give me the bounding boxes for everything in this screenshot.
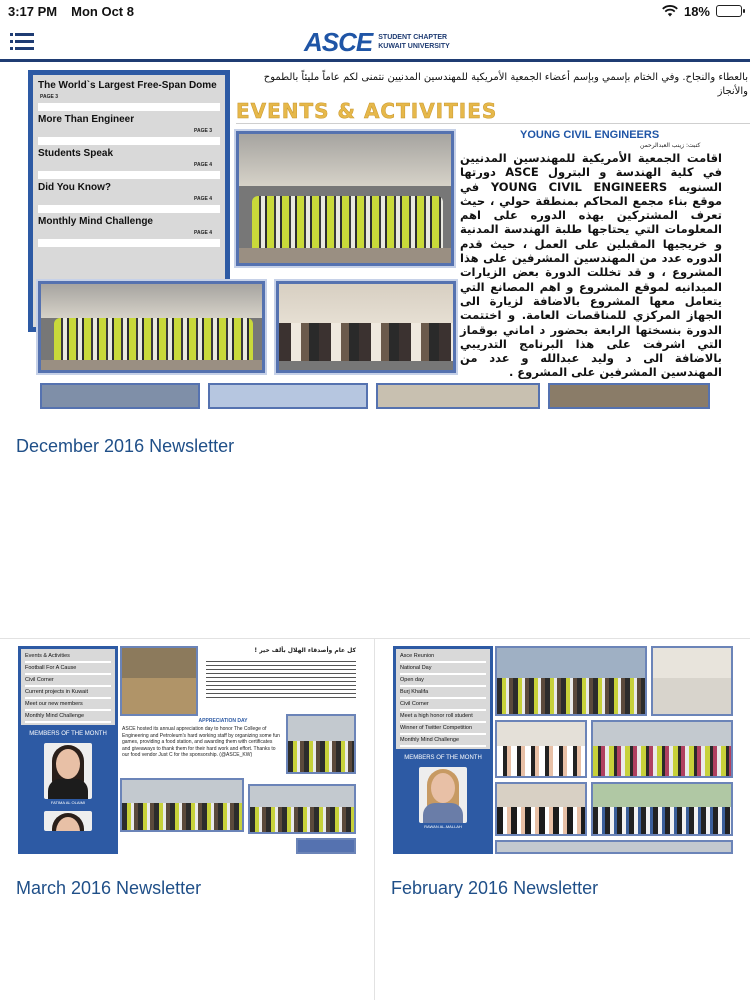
contents-row [38, 77, 220, 111]
national-day-photo [651, 646, 733, 716]
member-caption: RAWAN AL-MALLAH [424, 824, 462, 829]
contents-sidebar [18, 646, 118, 854]
logo-line-1: STUDENT CHAPTER [378, 34, 448, 41]
contents-item: Meet a high honor roll student [400, 711, 486, 723]
contents-item-title: Students Speak [38, 148, 114, 159]
contents-sidebar [393, 646, 493, 854]
member-photo [419, 767, 467, 823]
civil-corner-photo [495, 782, 587, 836]
grid-divider [374, 638, 375, 1000]
status-time: 3:17 PM [8, 3, 58, 19]
appreciation-photo [286, 714, 356, 774]
divider [236, 123, 750, 124]
feature-photo [120, 646, 198, 716]
contents-page: PAGE 4 [194, 196, 212, 202]
contents-page: PAGE 3 [194, 128, 212, 134]
open-day-photo [495, 720, 587, 778]
contents-row [38, 111, 220, 145]
wifi-icon [662, 5, 678, 17]
contents-heading: The World`s Largest Free-Span Dome [38, 80, 217, 91]
newsletter-preview-february-2016[interactable] [393, 646, 733, 854]
contents-row [38, 145, 220, 179]
photo-strip [208, 383, 368, 409]
members-heading: MEMBERS OF THE MONTH [29, 731, 107, 737]
photo-strip [40, 383, 200, 409]
member-caption: FATIMA AL OLAIMI [50, 800, 86, 805]
status-bar [0, 0, 750, 22]
battery-percent: 18% [683, 3, 710, 19]
extra-photo [495, 840, 733, 854]
article-body: اقامت الجمعية الأمريكية للمهندسين المدنيين في كلية الهندسة و البترول ASCE دورتها السنويه YOUNG CIVIL ENGINEERS في موقع بناء مجمع المحاكم بمنطقة حولي ، حيث تعرف المشتركين بهذه الدوره على اهم المعلومات التي يحتاجها طلبة الهندسة المدنية و خريجيها المقبلين على العمل ، حيث قدم الدوره عدد من المهندسين المشرفين على هذا المشروع ، و قد تخللت الدورة بعض الزيارات الميدانيه لموقع المشروع و اهم المصانع التي يتعامل معها المشروع بالاضافة لزيارة الى الجهاز المركزي للمناقصات العامة. و اختتمت الدورة بنسختها الرابعة بحضور د اماني بوقماز التي اشرفت على هذا البرنامج التدريبي بالاضافة الى د وليد عبدالله و عدد من المهندسين المشرفين على المشروع . [460, 151, 722, 380]
article-title: YOUNG CIVIL ENGINEERS [520, 129, 660, 141]
newsletter-title-december-2016[interactable]: December 2016 Newsletter [16, 436, 235, 456]
logo-subtitle [378, 33, 450, 51]
contents-item: Monthly Mind Challenge [400, 735, 486, 747]
newsletter-title-february-2016[interactable]: February 2016 Newsletter [391, 878, 599, 898]
contents-item: Monthly Mind Challenge [25, 711, 111, 723]
member-photo [44, 743, 92, 799]
hamburger-menu-icon[interactable] [10, 30, 36, 52]
logo-mark: ASCE [304, 26, 373, 57]
contents-item: Meet our new members [25, 699, 111, 711]
contents-row [38, 179, 220, 213]
staff-photo [120, 778, 244, 832]
arabic-paragraph [206, 658, 356, 698]
contents-item: Civil Corner [25, 675, 111, 687]
contents-item: Civil Corner [400, 699, 486, 711]
arabic-intro-text: بالعطاء والنجاح. وفي الختام بإسمي وبإسم أعضاء الجمعية الأمريكية للمهندسين المدنيين نتمنى لكم عاماً مليئاً بالطموح والأنجاز [263, 72, 748, 97]
contents-row [38, 213, 220, 247]
contents-item: National Day [400, 663, 486, 675]
contents-item: Football For A Cause [25, 663, 111, 675]
newsletter-title-march-2016[interactable]: March 2016 Newsletter [16, 878, 202, 898]
events-heading: EVENTS & ACTIVITIES [236, 99, 498, 123]
newsletter-preview-march-2016[interactable] [18, 646, 358, 854]
nav-bar [0, 22, 750, 62]
photo-strip [548, 383, 710, 409]
event-photo [248, 784, 356, 834]
contents-item: Events & Activities [25, 651, 111, 663]
contents-item: Current projects in Kuwait [25, 687, 111, 699]
logo-line-2: KUWAIT UNIVERSITY [378, 43, 450, 50]
contents-item-title: Did You Know? [38, 182, 111, 193]
burj-photo [591, 720, 733, 778]
battery-icon [716, 5, 742, 17]
contents-item: Open day [400, 675, 486, 687]
contents-page: PAGE 4 [194, 230, 212, 236]
contents-page: PAGE 4 [194, 162, 212, 168]
asce-logo [304, 28, 450, 56]
lecture-photo [276, 281, 456, 373]
grid-divider [0, 638, 750, 639]
reunion-photo [495, 646, 647, 716]
member-photo [44, 811, 92, 831]
appreciation-text: ASCE hosted its annual appreciation day to honor The College of Engineering and Petroleum's hard working staff by organizing some fun games, providing a food station, and awarding them with certificates and giveaways to thank them for their hard work and effort. Thanks to our food vendor Just C for the sponsorship. (@ASCE_KW) [122, 726, 280, 758]
contents-page: PAGE 3 [40, 94, 58, 100]
newsletter-preview-december-2016[interactable] [0, 65, 750, 410]
contents-item: Winner of Twitter Competition [400, 723, 486, 735]
contents-item-title: Monthly Mind Challenge [38, 216, 153, 227]
article-author: كتبت: زينب العبدالرحمن [640, 142, 701, 149]
contents-item: Burj Khalifa [400, 687, 486, 699]
honor-roll-photo [591, 782, 733, 836]
extra-photo [296, 838, 356, 854]
members-heading: MEMBERS OF THE MONTH [404, 755, 482, 761]
group-photo-site-visit [236, 131, 454, 266]
photo-strip [376, 383, 540, 409]
arabic-heading: كل عام وأصدقاء الهلال بألف خير ! [254, 647, 356, 654]
appreciation-heading: APPRECIATION DAY [198, 718, 248, 724]
contents-item-title: More Than Engineer [38, 114, 135, 125]
group-photo-construction [38, 281, 265, 373]
status-date: Mon Oct 8 [71, 3, 134, 19]
contents-item: Asce Reunion [400, 651, 486, 663]
